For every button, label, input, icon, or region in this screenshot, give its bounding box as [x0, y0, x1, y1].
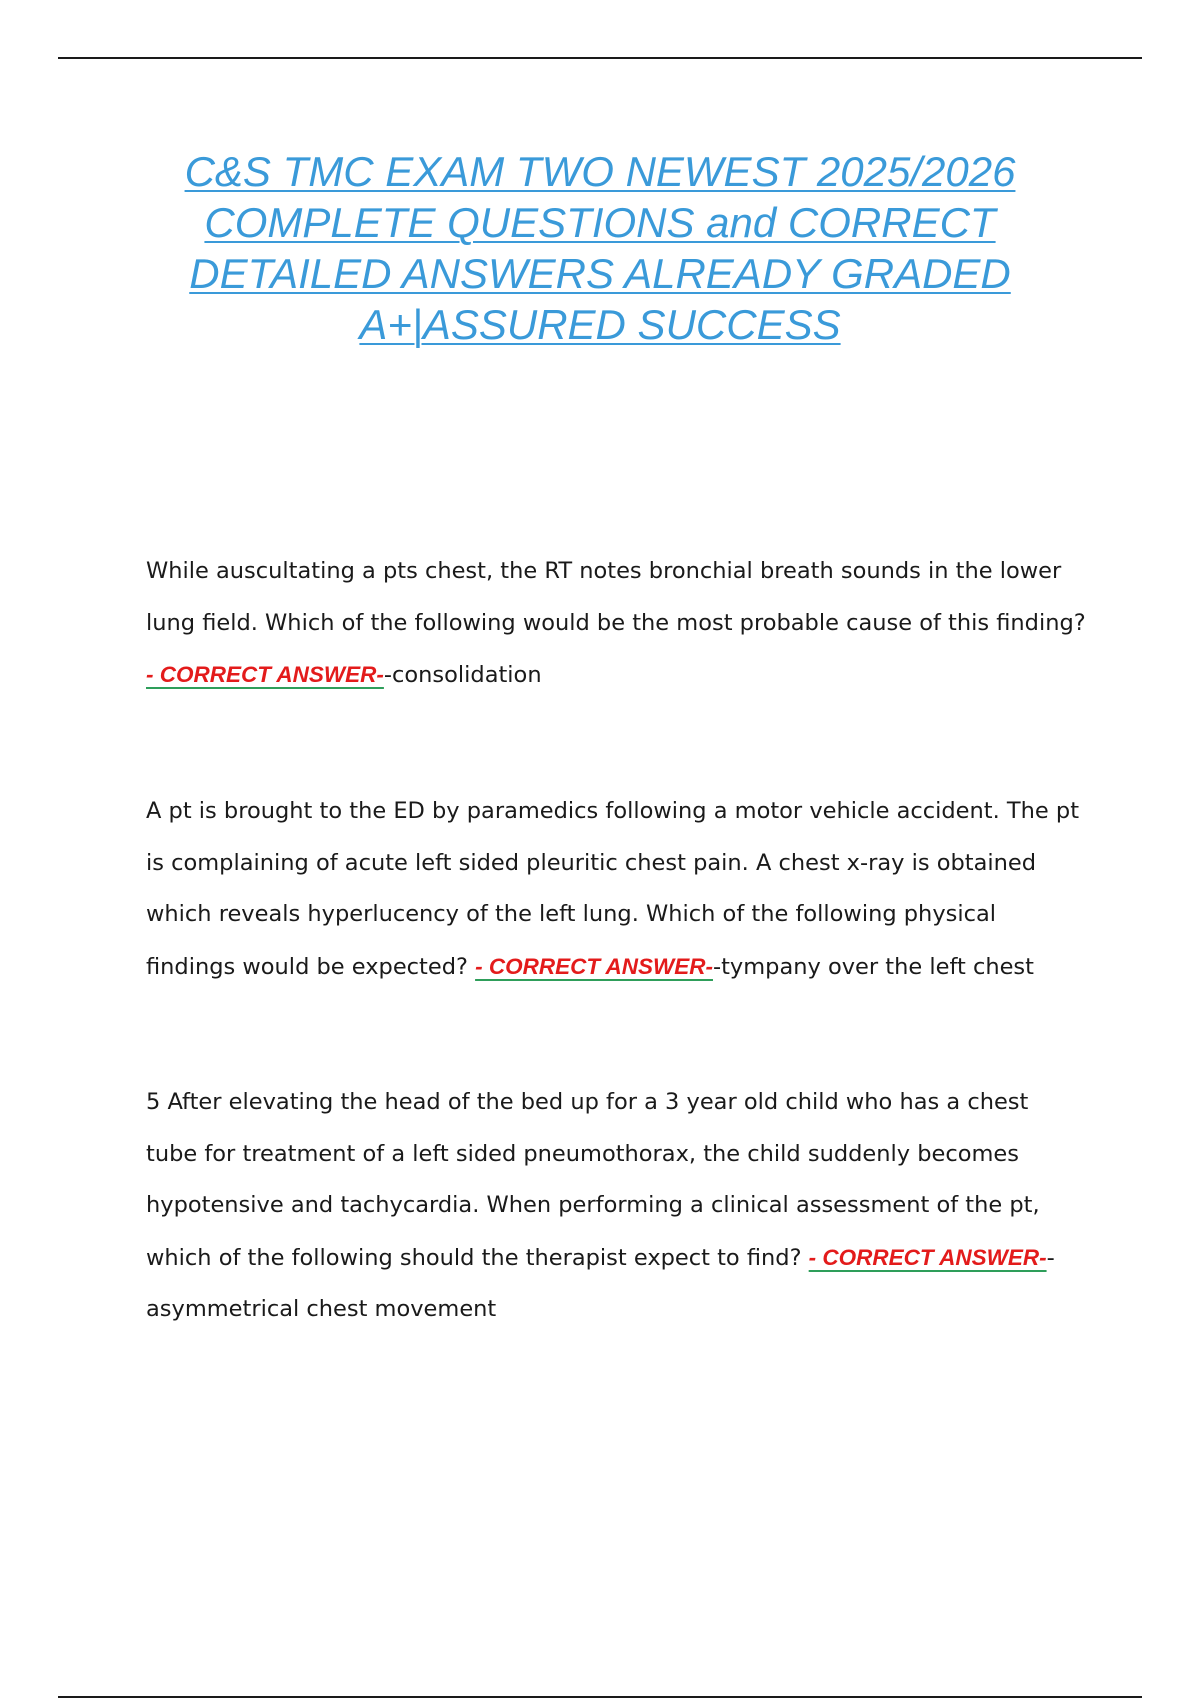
question-block-1: [146, 546, 1086, 702]
question-text: While auscultating a pts chest, the RT notes bronchial breath sounds in the lower lung field. Which of the following would be the most probable cause of this finding?: [146, 558, 1086, 636]
answer-text: -tympany over the left chest: [712, 953, 1034, 980]
correct-answer-label: - CORRECT ANSWER-: [808, 1244, 1047, 1270]
title-line-4: A+|ASSURED SUCCESS: [359, 301, 841, 348]
correct-answer-label: - CORRECT ANSWER-: [475, 953, 713, 979]
correct-answer-label: - CORRECT ANSWER-: [146, 662, 384, 687]
answer-text: -asymmetrical chest movement: [146, 1244, 1055, 1322]
question-text: 5 After elevating the head of the bed up for a 3 year old child who has a chest tube for treatment of a left sided pneumothorax, the child suddenly becomes hypotensive and tachycardia. When performing a clinical assessment of the pt, which of the following should the therapist expect to find?: [146, 1089, 1040, 1271]
title-line-2: COMPLETE QUESTIONS and CORRECT: [204, 199, 996, 246]
title-line-3: DETAILED ANSWERS ALREADY GRADED: [189, 250, 1011, 297]
document-title: [120, 146, 1080, 350]
header-rule: [58, 57, 1142, 59]
question-block-2: [146, 786, 1086, 993]
answer-text: -consolidation: [383, 662, 542, 688]
question-block-3: [146, 1077, 1086, 1336]
question-text: A pt is brought to the ED by paramedics following a motor vehicle accident. The pt is complaining of acute left sided pleuritic chest pain. A chest x-ray is obtained which reveals hyperlucency of the left lung. Which of the following physical findings would be expected?: [146, 798, 1080, 980]
footer-rule: [58, 1696, 1142, 1698]
title-line-1: C&S TMC EXAM TWO NEWEST 2025/2026: [184, 148, 1016, 195]
